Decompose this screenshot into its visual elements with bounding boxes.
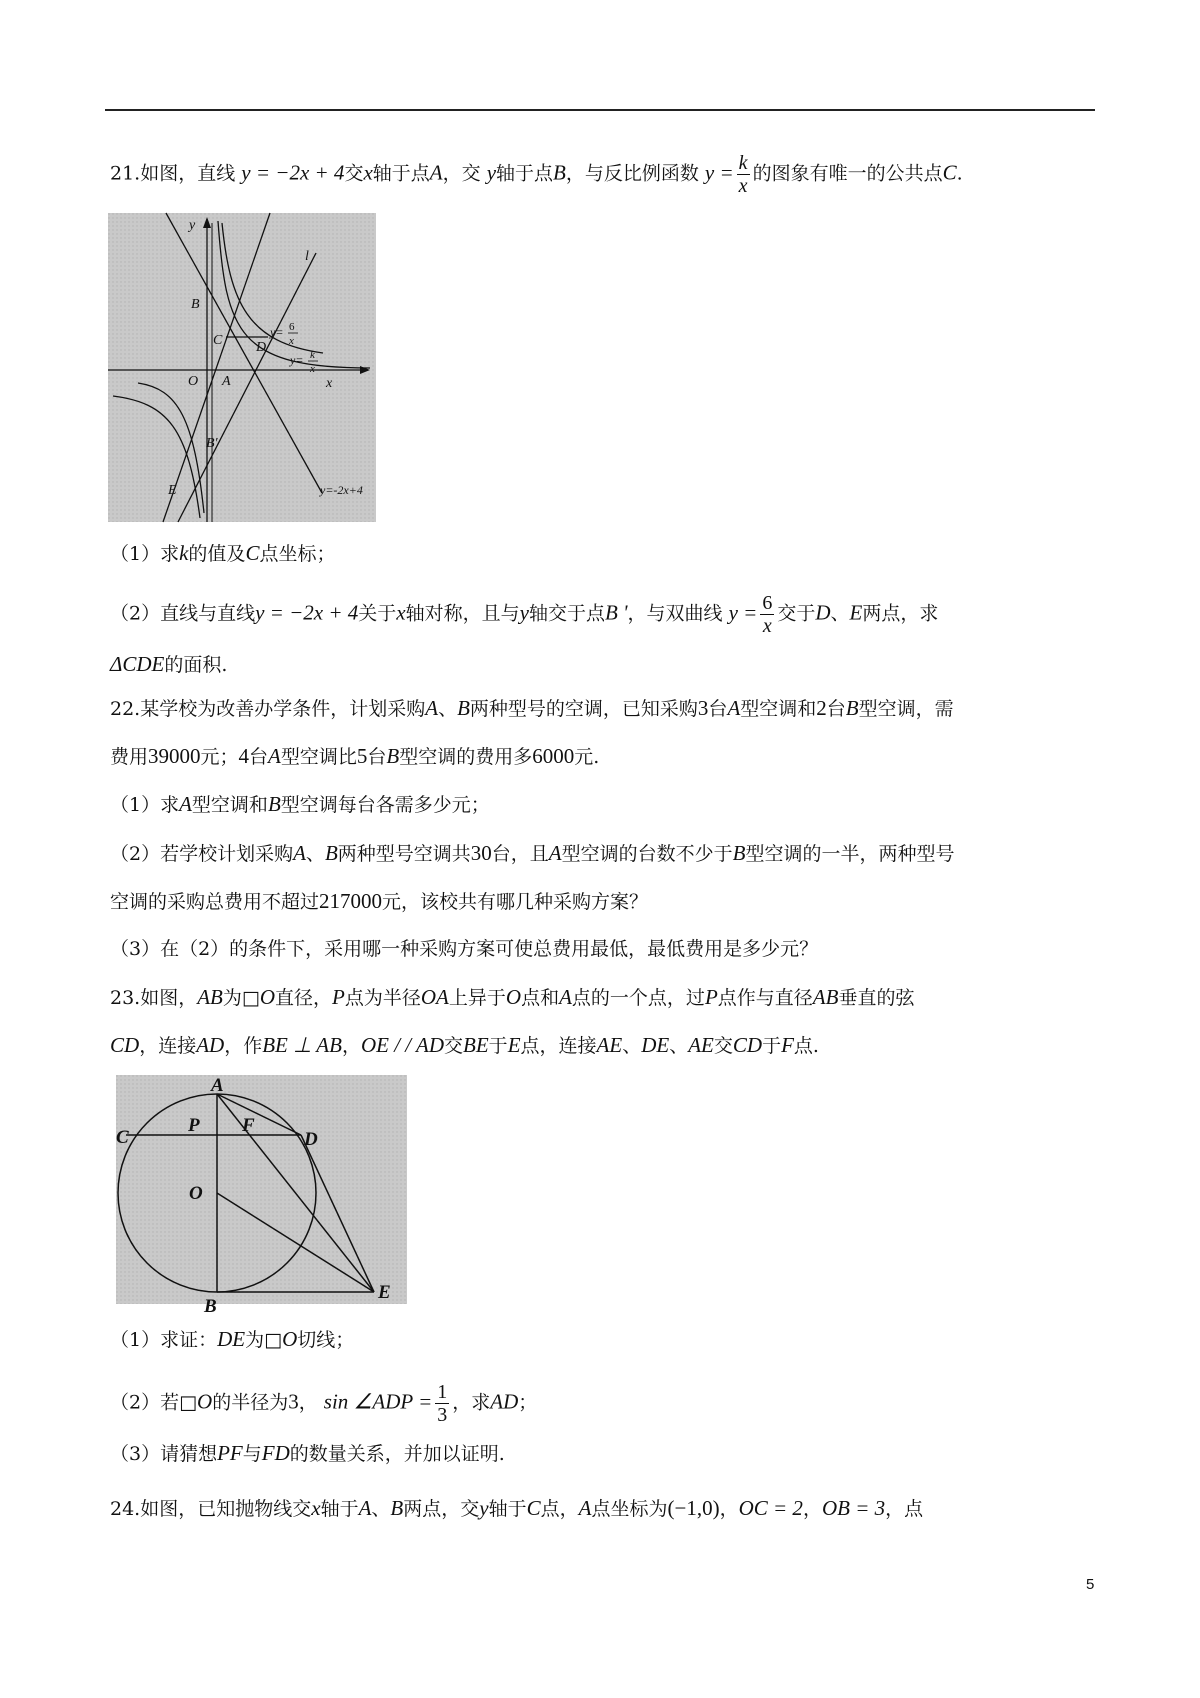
label-b-prime: B′: [206, 436, 218, 451]
fraction-one-third: $\frac{1}{3}$: [437, 1381, 448, 1426]
circle-symbol: □: [179, 1391, 198, 1414]
label-d: D: [304, 1129, 318, 1150]
label-c: C: [116, 1127, 129, 1148]
label-d: D: [256, 340, 267, 355]
label-a: A: [211, 1075, 224, 1096]
label-f: F: [242, 1115, 255, 1136]
label-o: O: [188, 374, 199, 389]
q23-line2: CD，连接AD，作BE ⊥ AB，OE / / AD交BE于E点，连接AE、DE、AE交CD于F点.: [110, 1033, 819, 1057]
q22-sub2: （2）若学校计划采购A、B两种型号空调共30台，且A型空调的台数不少于B型空调的一半，两种型号: [110, 841, 955, 865]
label-l: l: [305, 249, 309, 264]
q21-graph-figure: [108, 213, 376, 522]
fraction-6-over-x: $\frac{6}{x}$: [762, 592, 773, 637]
label-x: x: [326, 376, 333, 391]
label-y-eq-k: y=: [290, 353, 304, 367]
q23-sub1: （1）求证：DE为□O切线；: [110, 1327, 355, 1351]
q24-line1: 24.如图，已知抛物线交x轴于A、B两点，交y轴于C点，A点坐标为(−1,0)，OC = 2，OB = 3，点: [110, 1496, 924, 1520]
q23-sub3: （3）请猜想PF与FD的数量关系，并加以证明.: [110, 1441, 505, 1465]
q22-line1: 22.某学校为改善办学条件，计划采购A、B两种型号的空调，已知采购3台A型空调和2台B型空调，需: [110, 696, 954, 720]
q23-line1: 23.如图，AB为□O直径，P点为半径OA上异于O点和A点的一个点，过P点作与直径AB垂直的弦: [110, 985, 915, 1009]
label-6-den: x: [289, 335, 294, 347]
header-rule: [105, 109, 1095, 111]
label-y-eq-6: y=: [270, 325, 284, 339]
label-e: E: [378, 1282, 391, 1303]
q23-circle-figure: [116, 1075, 407, 1317]
fraction-k-over-x: $\frac{k}{x}$: [738, 152, 748, 197]
label-line-eq: y=-2x+4: [320, 483, 363, 497]
q21-sub1: （1）求k的值及C点坐标；: [110, 541, 336, 565]
page-number: 5: [1086, 1576, 1095, 1593]
label-p: P: [188, 1115, 200, 1136]
q22-sub3: （3）在（2）的条件下，采用哪一种采购方案可使总费用最低，最低费用是多少元？: [110, 938, 819, 960]
circle-symbol: □: [241, 987, 260, 1009]
q23-sub2: （2）若□O的半径为3， sin ∠ADP = $\frac{1}{3}$ ，求AD；: [110, 1381, 538, 1426]
label-c: C: [213, 333, 223, 348]
label-k-den: x: [310, 363, 315, 375]
q21-sub2-cont: ΔCDE的面积.: [110, 652, 228, 676]
q24-number: 24.: [110, 1498, 141, 1520]
label-e: E: [168, 483, 177, 498]
q22-sub1: （1）求A型空调和B型空调每台各需多少元；: [110, 792, 490, 816]
label-6-num: 6: [289, 321, 295, 333]
q21-line1: 21.如图，直线 y = −2x + 4交x轴于点A，交 y轴于点B，与反比例函数 y = $\frac{k}{x}$ 的图象有唯一的公共点C.: [110, 152, 963, 197]
q21-number: 21.: [110, 162, 141, 185]
label-a: A: [222, 374, 231, 389]
label-b: B: [204, 1296, 217, 1317]
q22-number: 22.: [110, 698, 141, 720]
circle-symbol: □: [264, 1329, 283, 1351]
label-b: B: [191, 297, 200, 312]
q21-sub2: （2）直线与直线y = −2x + 4关于x轴对称，且与y轴交于点B '，与双曲线 y = $\frac{6}{x}$ 交于D、E两点，求: [110, 592, 939, 637]
label-y: y: [189, 218, 196, 233]
q23-number: 23.: [110, 987, 141, 1009]
q22-line2: 费用39000元；4台A型空调比5台B型空调的费用多6000元.: [110, 744, 600, 768]
q22-sub2-cont: 空调的采购总费用不超过217000元，该校共有哪几种采购方案？: [110, 889, 649, 913]
label-k-num: k: [310, 349, 315, 361]
label-o: O: [189, 1183, 203, 1204]
